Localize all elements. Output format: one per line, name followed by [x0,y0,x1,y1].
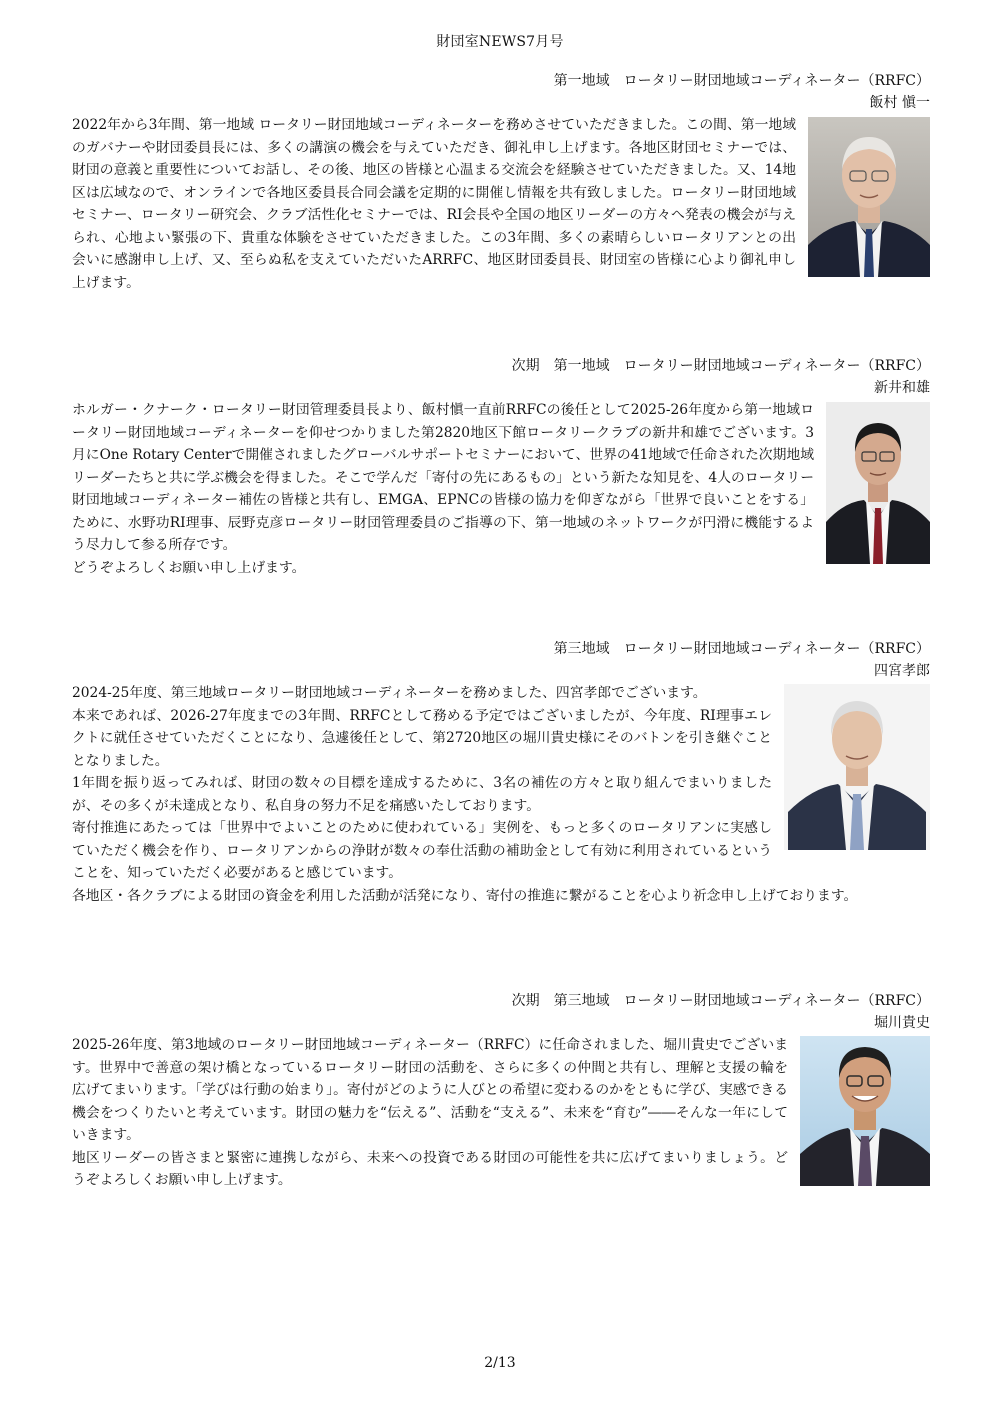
section-rrfc-2 [72,355,930,579]
section-body [72,1034,930,1192]
portrait-man-red-tie-photo [826,402,930,564]
section-paragraph: 地区リーダーの皆さまと緊密に連携しながら、未来への投資である財団の可能性を共に広げてまいりましょう。どうぞよろしくお願い申し上げます。 [72,1149,788,1188]
section-paragraph: 各地区・各クラブによる財団の資金を利用した活動が活発になり、寄付の推進に繋がることを心より祈念申し上げております。 [72,887,858,904]
section-paragraph: 2025-26年度、第3地域のロータリー財団地域コーディネーター（RRFC）に任命されました、堀川貴史でございます。世界中で善意の架け橋となっているロータリー財団の活動を、さらに多くの仲間と共有し、理解と支援の輪を広げてまいります。「学びは行動の始まり」。寄付がどのように人びとの希望に変わるのかをともに学び、実感できる機会をつくりたいと考えています。財団の魅力を“伝える”、活動を“支える”、未来を“育む”――そんな一年にしていきます。 [72,1037,788,1143]
portrait-smiling-man-glasses-photo-image [800,1036,930,1186]
portrait-smiling-man-glasses-photo [800,1036,930,1186]
section-body [72,114,930,294]
section-paragraph: どうぞよろしくお願い申し上げます。 [72,559,306,576]
section-author-name: 飯村 愼一 [869,95,930,111]
section-role: 次期 第一地域 ロータリー財団地域コーディネーター（RRFC） [511,358,930,374]
section-rrfc-1 [72,70,930,294]
section-rrfc-3 [72,638,930,907]
portrait-elderly-man-photo [808,117,930,277]
section-author-name: 四宮孝郎 [874,663,930,679]
section-role: 第三地域 ロータリー財団地域コーディネーター（RRFC） [553,641,930,657]
newsletter-title: 財団室NEWS7月号 [436,34,564,50]
section-paragraph: 本来であれば、2026-27年度までの3年間、RRFCとして務める予定ではございましたが、今年度、RI理事エレクトに就任させていただくことになり、急遽後任として、第2720地区の堀川貴史様にそのバトンを引き継ぐこととなりました。 [72,707,772,769]
portrait-elderly-man-photo-image [808,117,930,277]
portrait-man-red-tie-photo-image [826,402,930,564]
section-role: 次期 第三地域 ロータリー財団地域コーディネーター（RRFC） [511,993,930,1009]
section-body [72,682,930,907]
section-paragraph: 1年間を振り返ってみれば、財団の数々の目標を達成するために、3名の補佐の方々と取り組んでまいりましたが、その多くが未達成となり、私自身の努力不足を痛感いたしております。 [72,775,772,814]
section-role: 第一地域 ロータリー財団地域コーディネーター（RRFC） [553,73,930,89]
section-paragraph: 寄付推進にあたっては「世界中でよいことのために使われている」実例を、もっと多くのロータリアンに実感していただく機会を作り、ロータリアンからの浄財が数々の奉仕活動の補助金として有効に利用されているということを、知っていただく必要があると感じています。 [72,820,772,881]
section-author-name: 堀川貴史 [874,1015,930,1031]
portrait-gray-haired-man-photo-image [784,684,930,850]
section-author-name: 新井和雄 [874,380,930,396]
page-number: 2/13 [484,1355,516,1371]
section-paragraph: ホルガー・クナーク・ロータリー財団管理委員長より、飯村愼一直前RRFCの後任として2025-26年度から第一地域ロータリー財団地域コーディネーターを仰せつかりました第2820地区下館ロータリークラブの新井和雄でございます。3月にOne Rotary Centerで開催されましたグローバルサポートセミナーにおいて、世界の41地域で任命された次期地域リーダーたちと共に学ぶ機会を得ました。そこで学んだ「寄付の先にあるもの」という新たな知見を、4人のロータリー財団地域コーディネーター補佐の皆様と共有し、EMGA、EPNCの皆様の協力を仰ぎながら「世界で良いことをする」ために、水野功RI理事、辰野克彦ロータリー財団管理委員のご指導の下、第一地域のネットワークが円滑に機能するよう尽力して参る所存です。 [72,402,814,553]
section-rrfc-4 [72,990,930,1192]
section-paragraph: 2024-25年度、第三地域ロータリー財団地域コーディネーターを務めました、四宮孝郎でございます。 [72,685,707,701]
section-body [72,399,930,579]
section-paragraph: 2022年から3年間、第一地域 ロータリー財団地域コーディネーターを務めさせていただきました。この間、第一地域のガバナーや財団委員長には、多くの講演の機会を与えていただき、御礼申し上げます。各地区財団セミナーでは、財団の意義と重要性についてお話し、その後、地区の皆様と心温まる交流会を経験させていただきました。又、14地区は広域なので、オンラインで各地区委員長合同会議を定期的に開催し情報を共有致しました。ロータリー財団地域セミナー、ロータリー研究会、クラブ活性化セミナーでは、RI会長や全国の地区リーダーの方々へ発表の機会が与えられ、心地よい緊張の下、貴重な体験をさせていただきました。この3年間、多くの素晴らしいロータリアンとの出会いに感謝申し上げ、又、至らぬ私を支えていただいたARRFC、地区財団委員長、財団室の皆様に心より御礼申し上げます。 [72,117,796,291]
portrait-gray-haired-man-photo [784,684,930,850]
